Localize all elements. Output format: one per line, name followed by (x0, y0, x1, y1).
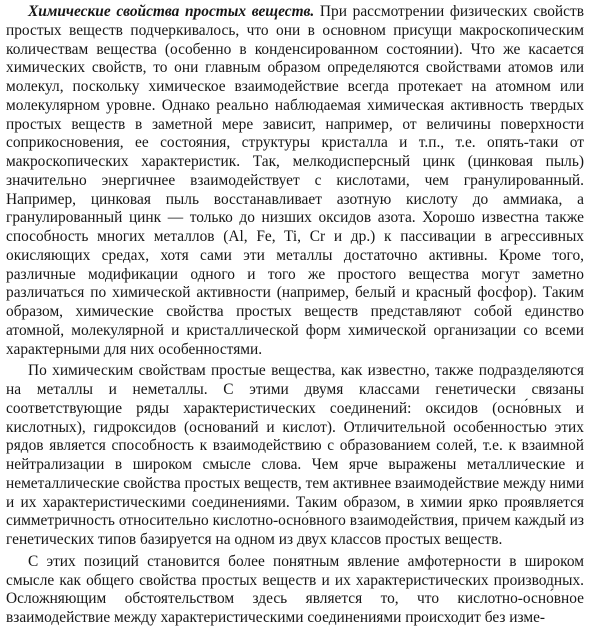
paragraph-2-text: По химическим свойствам простые вещества, как известно, также подразделяются на металлы и неметаллы. С этими двумя классами генетически связаны соответствующие ряды характеристических соединений: оксидов (осно́вных и кислотных), гидроксидов (оснований и кислот). Отличительной особенностью этих рядов является способность к взаимодействию с образованием солей, т.е. к взаимной нейтрализации в широком смысле слова. Чем ярче выражены металлические и неметаллические свойства простых веществ, тем активнее взаимодействие между ними и их характеристическими соединениями. Таким образом, в химии ярко проявляется симметричность относительно кислотно-осно́вного взаимодействия, причем каждый из генетических типов базируется на одном из двух классов простых веществ. (6, 362, 584, 548)
paragraph-3 (6, 553, 584, 628)
paragraph-3-text: С этих позиций становится более понятным явление амфотерности в широком смысле как общего свойства простых веществ и их характеристических производных. Осложняющим обстоятельством здесь является то, что кислотно-осно́вное взаимодействие между характеристическими соединениями происходит без изме- (6, 552, 584, 626)
paragraph-1-text: При рассмотрении физических свойств простых веществ подчеркивалось, что они в основном присущи макроскопическим количествам вещества (особенно в конденсированном состоянии). Что же касается химических свойств, то они главным образом определяются свойствами атомов или молекул, поскольку химическое взаимодействие всегда протекает на атомном или молекулярном уровне. Однако реально наблюдаемая химическая активность твердых простых веществ в заметной мере зависит, например, от величины поверхности соприкосновения, ее состояния, структуры кристалла и т.п., т.е. опять-таки от макроскопических характеристик. Так, мелкодисперсный цинк (цинковая пыль) значительно энергичнее взаимодействует с кислотами, чем гранулированный. Например, цинковая пыль восстанавливает азотную кислоту до аммиака, а гранулированный цинк — только до низших оксидов азота. Хорошо известна также способность многих металлов (Al, Fe, Ti, Cr и др.) к пассивации в агрессивных окисляющих средах, хотя сами эти металлы достаточно активны. Кроме того, различные модификации одного и того же простого вещества могут заметно различаться по химической активности (например, белый и красный фосфор). Таким образом, химические свойства простых веществ представляют собой единство атомной, молекулярной и кристаллической форм химической организации со всеми характерными для них особенностями. (6, 3, 584, 358)
section-heading: Химические свойства простых веществ. (28, 3, 315, 20)
paragraph-2 (6, 362, 584, 550)
paragraph-1 (6, 3, 584, 359)
